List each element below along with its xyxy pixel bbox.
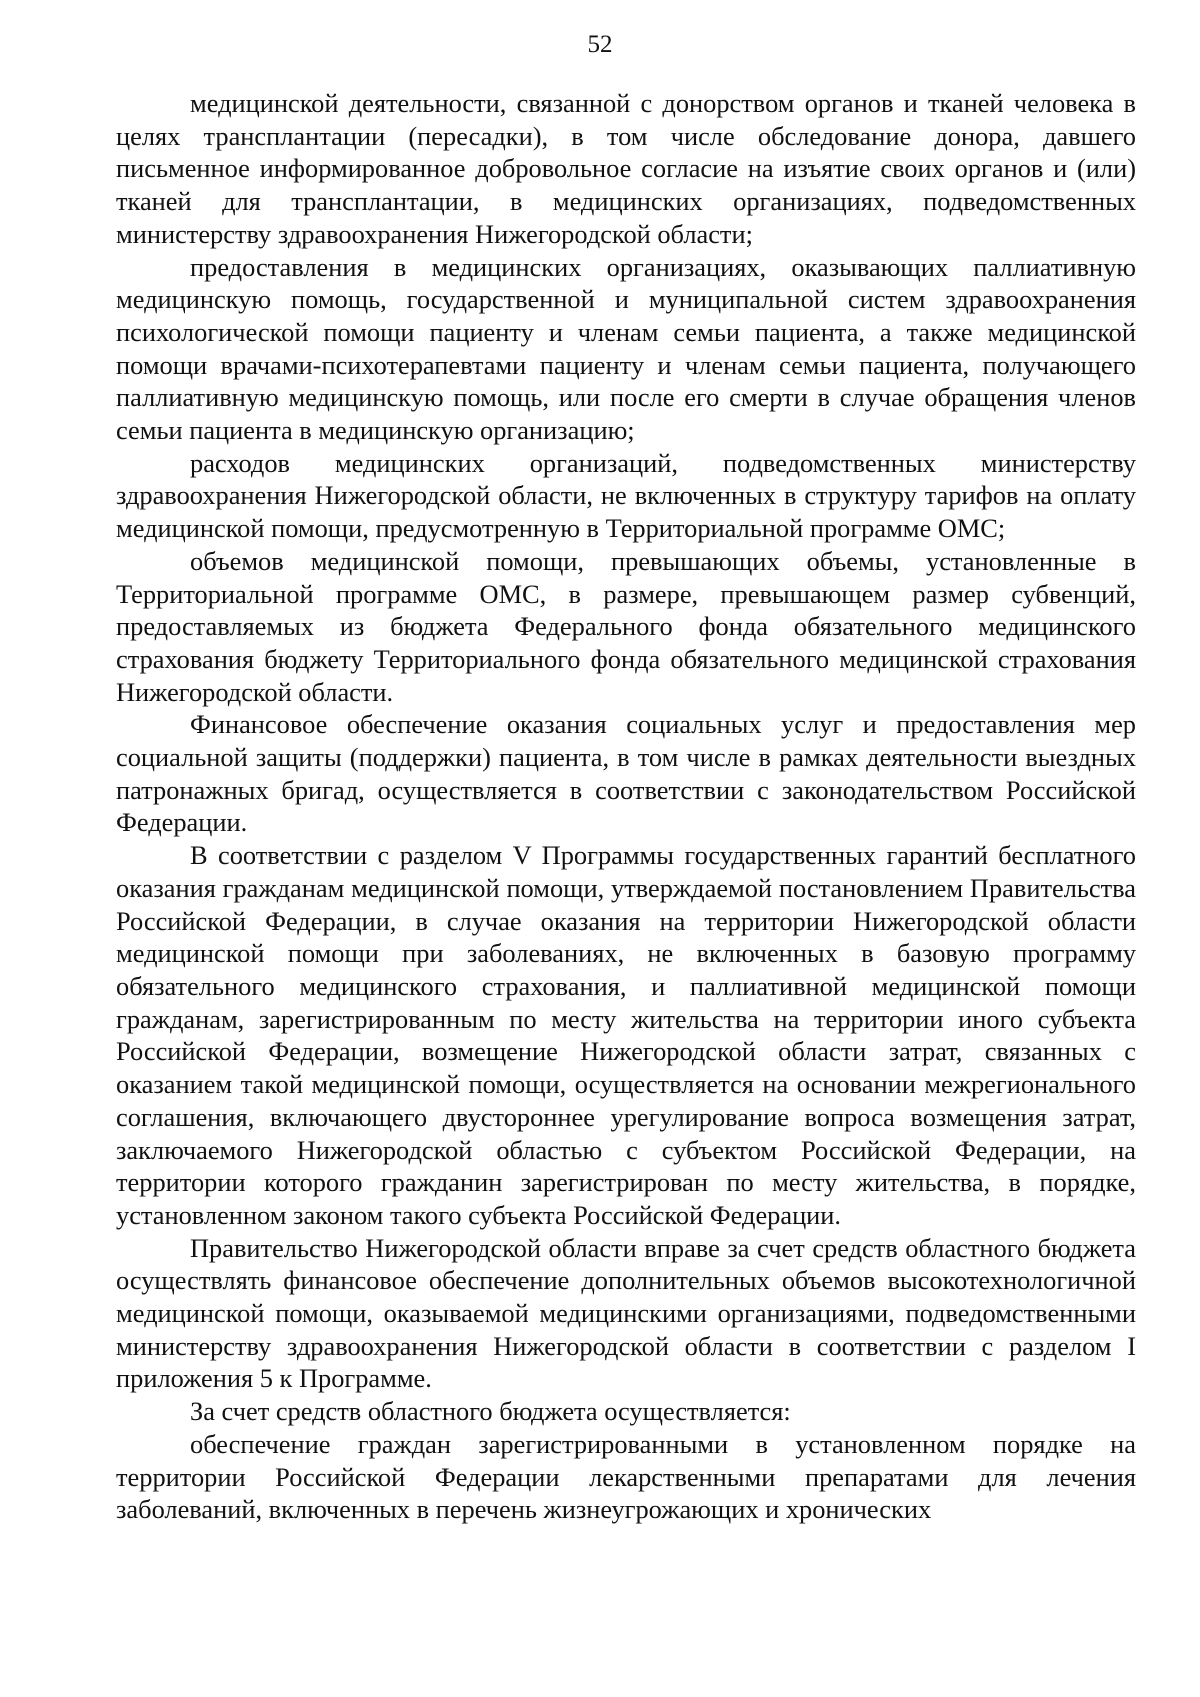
paragraph-2: предоставления в медицинских организациях, оказывающих паллиативную медицинскую помощь, государственной и муниципальной систем здравоохранения психологической помощи пациенту и членам семьи пациента, а также медицинской помощи врачами-психотерапевтами пациенту и членам семьи пациента, получающего паллиативную медицинскую помощь, или после его смерти в случае обращения членов семьи пациента в медицинскую организацию;: [116, 251, 1136, 446]
paragraph-8: За счет средств областного бюджета осуществляется:: [190, 1396, 791, 1427]
document-body: [116, 87, 1136, 1526]
paragraph-1: медицинской деятельности, связанной с донорством органов и тканей человека в целях трансплантации (пересадки), в том числе обследование донора, давшего письменное информированное добровольное согласие на изъятие своих органов и (или) тканей для трансплантации, в медицинских организациях, подведомственных министерству здравоохранения Нижегородской области;: [116, 88, 1136, 249]
paragraph-4: объемов медицинской помощи, превышающих объемы, установленные в Территориальной программе ОМС, в размере, превышающем размер субвенций, предоставляемых из бюджета Федерального фонда обязательного медицинского страхования бюджету Территориального фонда обязательного медицинской страхования Нижегородской области.: [116, 545, 1136, 707]
page-number: 52: [587, 31, 613, 58]
paragraph-3: расходов медицинских организаций, подведомственных министерству здравоохранения Нижегородской области, не включенных в структуру тарифов на оплату медицинской помощи, предусмотренную в Территориальной программе ОМС;: [116, 447, 1136, 544]
paragraph-5: Финансовое обеспечение оказания социальных услуг и предоставления мер социальной защиты (поддержки) пациента, в том числе в рамках деятельности выездных патронажных бригад, осуществляется в соответствии с законодательством Российской Федерации.: [116, 709, 1136, 838]
paragraph-6: В соответствии с разделом V Программы государственных гарантий бесплатного оказания гражданам медицинской помощи, утверждаемой постановлением Правительства Российской Федерации, в случае оказания на территории Нижегородской области медицинской помощи при заболеваниях, не включенных в базовую программу обязательного медицинского страхования, и паллиативной медицинской помощи гражданам, зарегистрированным по месту жительства на территории иного субъекта Российской Федерации, возмещение Нижегородской области затрат, связанных с оказанием такой медицинской помощи, осуществляется на основании межрегионального соглашения, включающего двустороннее урегулирование вопроса возмещения затрат, заключаемого Нижегородской областью с субъектом Российской Федерации, на территории которого гражданин зарегистрирован по месту жительства, в порядке, установленном законом такого субъекта Российской Федерации.: [116, 840, 1136, 1230]
paragraph-7: Правительство Нижегородской области вправе за счет средств областного бюджета осуществлять финансовое обеспечение дополнительных объемов высокотехнологичной медицинской помощи, оказываемой медицинскими организациями, подведомственными министерству здравоохранения Нижегородской области в соответствии с разделом I приложения 5 к Программе.: [116, 1232, 1136, 1394]
paragraph-9: обеспечение граждан зарегистрированными в установленном порядке на территории Российской Федерации лекарственными препаратами для лечения заболеваний, включенных в перечень жизнеугрожающих и хронических: [116, 1428, 1136, 1525]
